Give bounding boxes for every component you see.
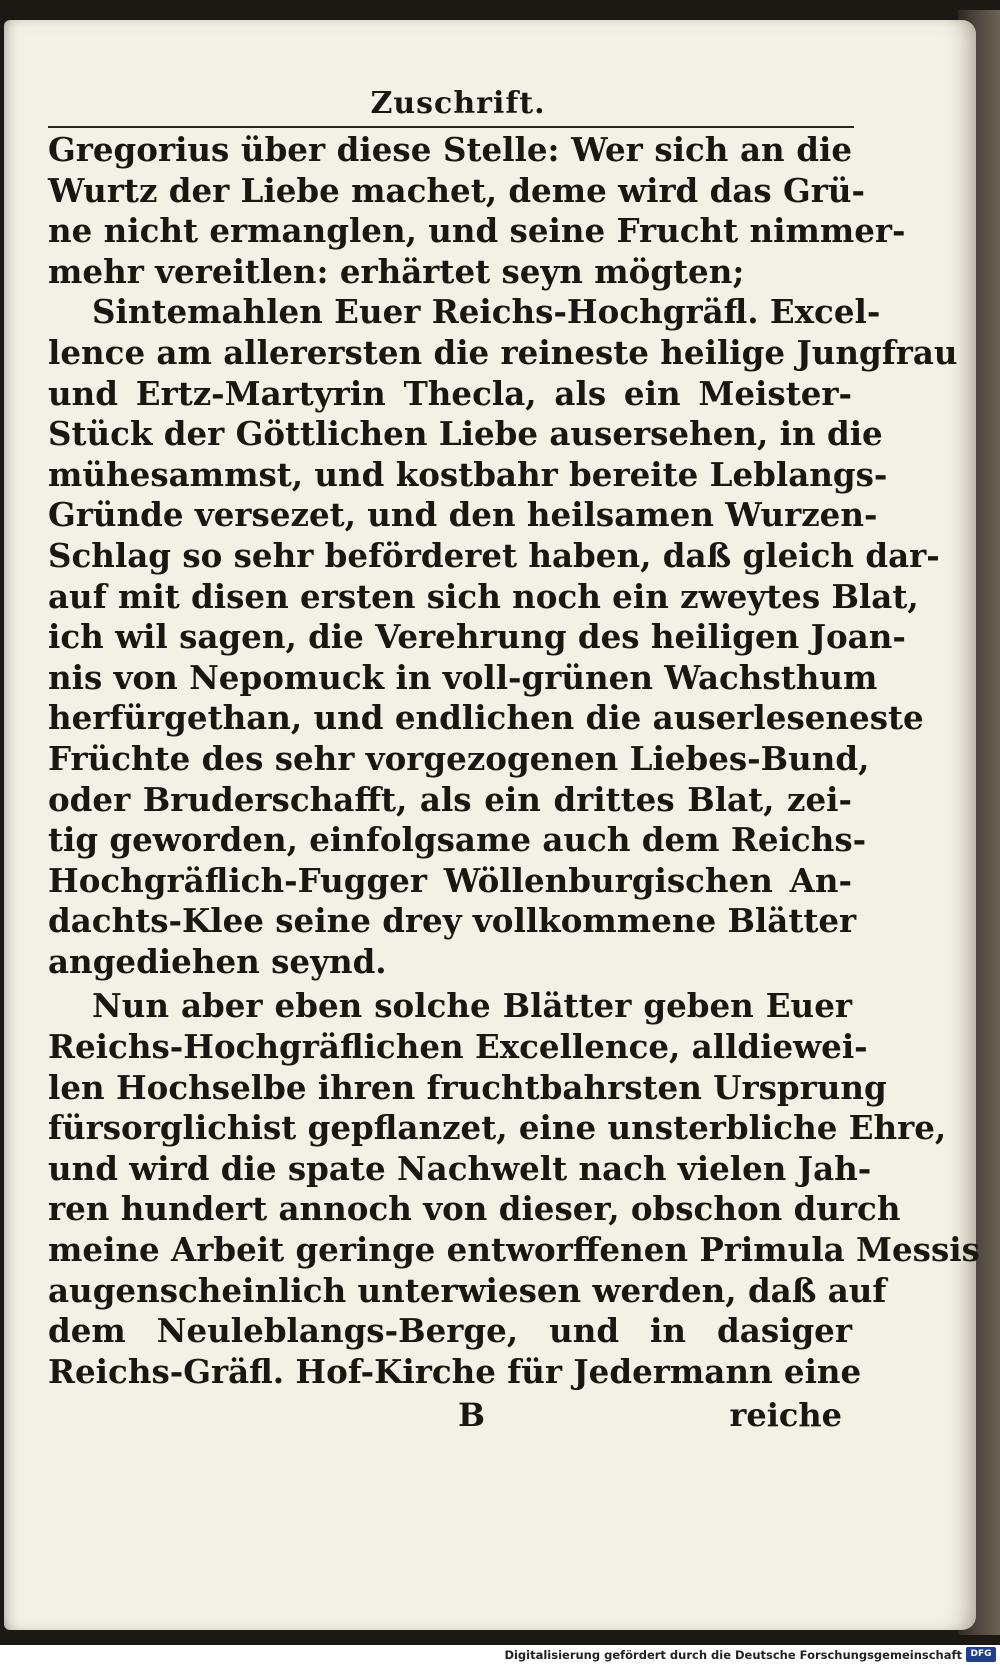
paragraph-1 (48, 130, 906, 292)
text-line: mehr vereitlen: erhärtet seyn mögten; (48, 251, 745, 291)
text-line: tig geworden, einfolgsame auch dem Reichs- (48, 820, 867, 860)
text-line: Gründe versezet, und den heilsamen Wurzen- (48, 495, 878, 535)
catchword: reiche (729, 1396, 842, 1435)
text-line: angediehen seynd. (48, 941, 387, 981)
text-line: mühesammst, und kostbahr bereite Leblangs- (48, 454, 888, 494)
text-line: ne nicht ermanglen, und seine Frucht nimmer- (48, 211, 906, 251)
text-line: lence am allerersten die reineste heilige Jungfrau (48, 332, 958, 372)
text-line: len Hochselbe ihren fruchtbahrsten Ursprung (48, 1067, 887, 1107)
head-rule (48, 126, 854, 128)
dfg-logo-icon: DFG (966, 1647, 996, 1662)
text-line: und Ertz-Martyrin Thecla, als ein Meister- (48, 373, 852, 413)
text-line: ich wil sagen, die Verehrung des heiligen Joan- (48, 617, 906, 657)
text-line: oder Bruderschafft, als ein drittes Blat, zei- (48, 779, 852, 819)
text-line: meine Arbeit geringe entworffenen Primula Messis (48, 1230, 980, 1270)
text-line: herfürgethan, und endlichen die auserleseneste (48, 698, 924, 738)
book-page (4, 20, 980, 1630)
text-line: Früchte des sehr vorgezogenen Liebes-Bund, (48, 738, 870, 778)
funding-credit: Digitalisierung gefördert durch die Deutsche Forschungsgemeinschaft (504, 1648, 962, 1662)
text-line: Nun aber eben solche Blätter geben Euer (92, 986, 852, 1026)
page-text-block (48, 82, 980, 1436)
text-line: und wird die spate Nachwelt nach vielen Jah- (48, 1148, 872, 1188)
text-line: Sintemahlen Euer Reichs-Hochgräfl. Excel- (92, 292, 881, 332)
paragraph-2 (48, 292, 958, 982)
running-head: Zuschrift. (370, 86, 546, 121)
text-line: dem Neuleblangs-Berge, und in dasiger (48, 1311, 852, 1351)
text-line: dachts-Klee seine drey vollkommene Blätter (48, 901, 857, 941)
signature-mark: B (458, 1396, 486, 1435)
text-line: Stück der Göttlichen Liebe ausersehen, in die (48, 414, 883, 454)
text-line: auf mit disen ersten sich noch ein zweytes Blat, (48, 576, 919, 616)
text-line: nis von Nepomuck in voll-grünen Wachsthum (48, 657, 878, 697)
text-line: Reichs-Hochgräflichen Excellence, alldiewei- (48, 1027, 868, 1067)
paragraph-3 (48, 986, 980, 1392)
footer-bar (0, 1645, 1000, 1665)
text-line: Wurtz der Liebe machet, deme wird das Grü- (48, 170, 865, 210)
text-line: Reichs-Gräfl. Hof-Kirche für Jedermann eine (48, 1351, 862, 1391)
text-line: augenscheinlich unterwiesen werden, daß auf (48, 1270, 887, 1310)
page-foot (48, 1394, 852, 1436)
text-line: Schlag so sehr beförderet haben, daß gleich dar- (48, 535, 940, 575)
text-line: Gregorius über diese Stelle: Wer sich an die (48, 130, 852, 169)
text-line: Hochgräflich-Fugger Wöllenburgischen An- (48, 860, 852, 900)
text-line: fürsorglichist gepflanzet, eine unsterbliche Ehre, (48, 1108, 947, 1148)
text-line: ren hundert annoch von dieser, obschon durch (48, 1189, 901, 1229)
